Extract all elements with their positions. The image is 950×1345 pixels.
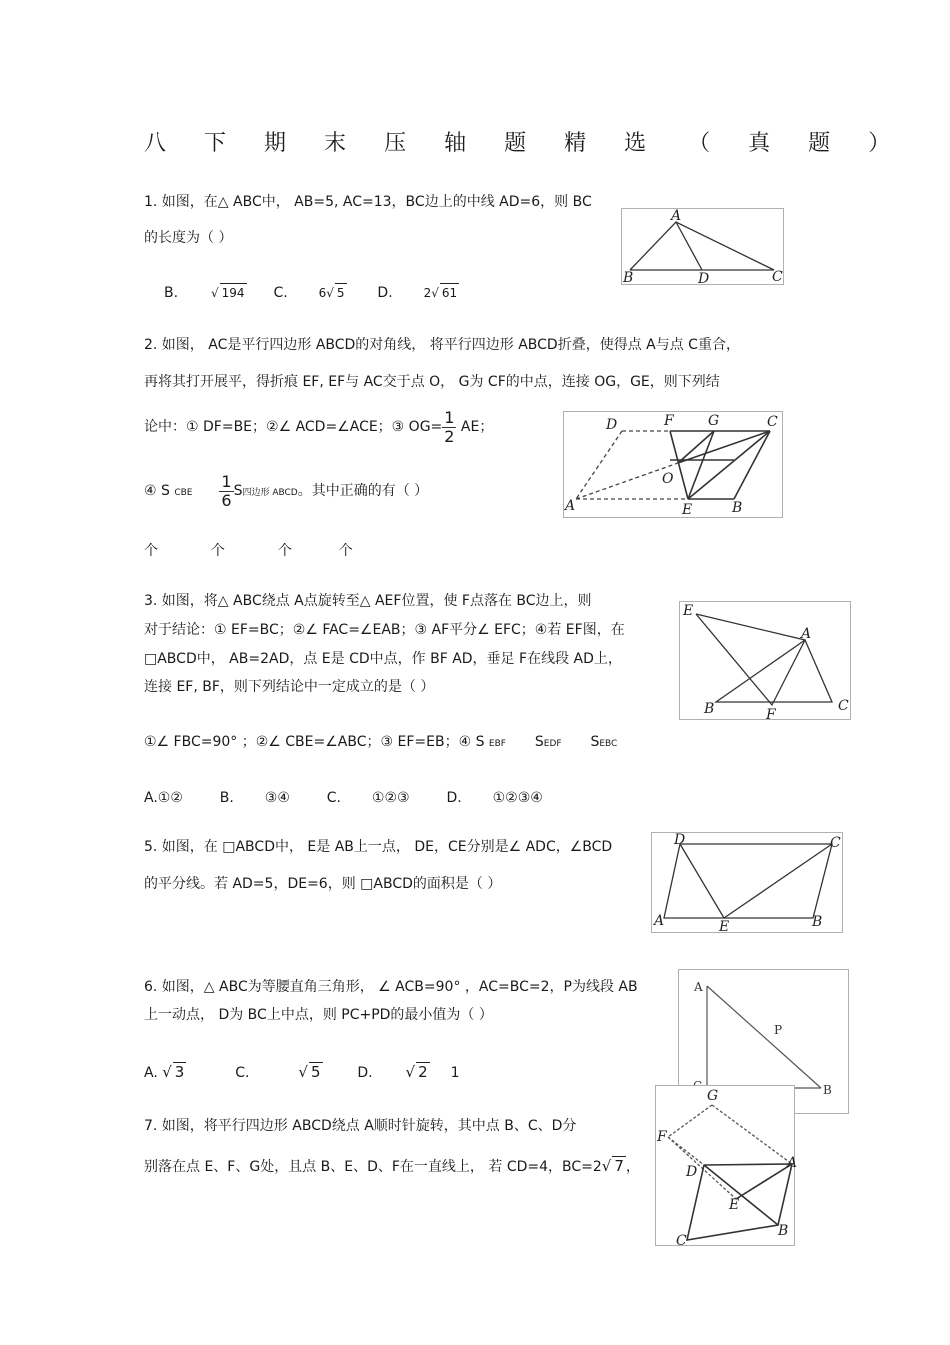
q6-option-c-value: 5 <box>310 1063 321 1081</box>
q1-options: B. √ 194 C. 6√ 5 D. 2√ 61 <box>164 285 458 301</box>
q3-sub-edf: EDF <box>543 739 562 749</box>
q2-fig-label-b: B <box>732 500 743 516</box>
q2-line4-start: ④ S <box>144 483 175 499</box>
q7-line2-end: ， <box>625 1159 640 1175</box>
q2-figure <box>563 411 783 518</box>
q6-fig-label-a: A <box>694 980 703 994</box>
q1-figure <box>621 208 784 285</box>
q2-line2: 再将其打开展平，得折痕 EF, EF与 AC交于点 O， G为 CF的中点，连接 OG，GE，则下列结 <box>144 374 720 390</box>
q1-fig-label-a: A <box>671 208 682 224</box>
q3-line3: □ABCD中， AB=2AD，点 E是 CD中点，作 BF AD，垂足 F在线段 AD上， <box>144 651 622 667</box>
q6-option-d-value: 2 <box>418 1063 428 1081</box>
q6-option-a-value: 3 <box>174 1063 185 1081</box>
title-char: （ <box>688 131 711 156</box>
q5-fig-label-d: D <box>674 832 686 848</box>
title-char: 选 <box>624 131 647 156</box>
q3-sub-ebc: EBC <box>599 739 618 749</box>
q6-option-d-tail: 1 <box>450 1065 460 1081</box>
q2-line4 <box>144 472 428 512</box>
q3-option-d-label: D. <box>446 790 462 806</box>
q2-sub-cbe: CBE <box>174 488 193 498</box>
q5-fig-label-e: E <box>719 919 730 935</box>
q2-line4-end: 。其中正确的有（ ） <box>297 483 429 499</box>
q2-count-4: 个 <box>338 543 353 559</box>
q7-line2: 别落在点 E、F、G处，且点 B、E、D、F在一直线上， 若 CD=4，BC=2√ 7 ， <box>144 1157 640 1175</box>
q7-root-value: 7 <box>614 1157 624 1175</box>
q5-figure <box>651 832 843 933</box>
q3-option-a: A.①② <box>144 790 183 806</box>
q7-fig-label-e: E <box>729 1197 740 1213</box>
title-char: 末 <box>324 131 347 156</box>
title-char: 精 <box>564 131 587 156</box>
q3-options <box>144 789 543 807</box>
q2-line1: 2. 如图， AC是平行四边形 ABCD的对角线， 将平行四边形 ABCD折叠，使得点 A与点 C重合， <box>144 337 740 353</box>
q2-fig-label-e: E <box>682 502 693 518</box>
q6-line1: 6. 如图，△ ABC为等腰直角三角形， ∠ ACB=90° ，AC=BC=2，P为线段 AB <box>144 979 638 995</box>
q6-line2: 上一动点， D为 BC上中点，则 PC+PD的最小值为（ ） <box>144 1007 493 1023</box>
q2-count-3: 个 <box>277 543 292 559</box>
q2-fraction-sixth: $\frac{1}{6}$ <box>221 471 232 510</box>
q1-option-c-label: C. <box>273 285 288 301</box>
q2-fig-label-f: F <box>664 413 674 429</box>
q1-option-b-label: B. <box>164 285 179 301</box>
q2-fig-label-o: O <box>662 471 674 487</box>
q6-options: A. √ 3 C. √ 5 D. √ 2 1 <box>144 1063 460 1081</box>
q3-option-c-label: C. <box>326 790 342 806</box>
q2-fig-label-g: G <box>708 413 720 429</box>
q1-option-c-value: 5 <box>335 283 347 302</box>
q1-option-d-value: 61 <box>440 283 459 302</box>
q2-line3-start: 论中：① DF=BE；②∠ ACD=∠ACE；③ OG= <box>144 419 443 435</box>
q1-fig-label-b: B <box>623 270 634 286</box>
q7-fig-label-f: F <box>657 1129 667 1145</box>
q2-count-2: 个 <box>210 543 225 559</box>
q6-fig-label-p: P <box>774 1023 783 1037</box>
q3-fig-label-c: C <box>838 698 849 714</box>
q1-option-c-coef: 6 <box>318 286 327 300</box>
q2-counts <box>144 542 353 560</box>
q1-option-d-label: D. <box>377 285 393 301</box>
q5-line2: 的平分线。若 AD=5，DE=6，则 □ABCD的面积是（ ） <box>144 876 502 892</box>
q5-fig-label-b: B <box>812 914 823 930</box>
q6-option-a-label: A. <box>144 1065 158 1081</box>
q3-s2: S <box>534 734 544 750</box>
q7-line1: 7. 如图，将平行四边形 ABCD绕点 A顺时针旋转，其中点 B、C、D分 <box>144 1118 577 1134</box>
q2-s-symbol: S <box>233 483 243 499</box>
q2-fig-label-a: A <box>565 498 576 514</box>
page-title <box>144 126 890 157</box>
q1-line2: 的长度为（ ） <box>144 230 233 246</box>
q3-fig-label-e: E <box>683 603 694 619</box>
q1-option-b-value: 194 <box>220 283 247 302</box>
q3-line5-start: ①∠ FBC=90° ；②∠ CBE=∠ABC；③ EF=EB；④ S <box>144 734 489 750</box>
q7-fig-label-g: G <box>707 1088 719 1104</box>
q3-option-c-value: ①②③ <box>371 790 410 806</box>
q2-fig-label-c: C <box>767 414 778 430</box>
q3-line5 <box>144 733 617 753</box>
q7-figure <box>655 1085 798 1249</box>
q3-option-b-label: B. <box>219 790 234 806</box>
title-char: ） <box>868 131 891 156</box>
q3-fig-label-a: A <box>801 626 812 642</box>
q1-line1: 1. 如图，在△ ABC中， AB=5, AC=13，BC边上的中线 AD=6，则 BC <box>144 194 592 210</box>
q2-fig-label-d: D <box>606 417 618 433</box>
q2-line3-end: AE； <box>456 419 494 435</box>
q6-fig-label-b: B <box>823 1083 832 1097</box>
q3-option-b-value: ③④ <box>264 790 290 806</box>
q6-option-c-label: C. <box>235 1065 250 1081</box>
q2-count-1: 个 <box>144 543 158 559</box>
q2-sub-abcd: 四边形 ABCD <box>242 488 298 498</box>
q3-figure <box>679 601 851 723</box>
q1-fig-label-d: D <box>698 271 710 287</box>
title-char: 八 <box>144 131 167 156</box>
q3-fig-label-f: F <box>766 707 776 723</box>
q3-sub-ebf: EBF <box>488 739 506 749</box>
q7-fig-label-c: C <box>676 1233 687 1249</box>
q3-line4: 连接 EF, BF，则下列结论中一定成立的是（ ） <box>144 679 435 695</box>
q1-fig-label-c: C <box>772 269 783 285</box>
q5-fig-label-c: C <box>830 835 841 851</box>
title-char: 真 <box>748 131 771 156</box>
q3-line1: 3. 如图，将△ ABC绕点 A点旋转至△ AEF位置，使 F点落在 BC边上，则 <box>144 593 592 609</box>
q2-line3 <box>144 408 493 446</box>
title-char: 题 <box>808 131 831 156</box>
q7-line2-start: 别落在点 E、F、G处，且点 B、E、D、F在一直线上， 若 CD=4，BC=2 <box>144 1159 602 1175</box>
q7-fig-label-b: B <box>778 1223 789 1239</box>
q7-fig-label-a: A <box>787 1155 798 1171</box>
title-char: 压 <box>384 131 407 156</box>
q2-fraction-half: $\frac{1}{2}$ <box>444 407 455 446</box>
q3-line2: 对于结论：① EF=BC；②∠ FAC=∠EAB；③ AF平分∠ EFC；④若 EF图，在 <box>144 622 625 638</box>
q7-fig-label-d: D <box>686 1164 698 1180</box>
q3-option-d-value: ①②③④ <box>492 790 543 806</box>
q6-option-d-label: D. <box>357 1065 373 1081</box>
title-char: 轴 <box>444 131 467 156</box>
q3-fig-label-b: B <box>704 701 715 717</box>
q3-s3: S <box>590 734 600 750</box>
title-char: 期 <box>264 131 287 156</box>
title-char: 下 <box>204 131 227 156</box>
q1-option-d-coef: 2 <box>423 286 432 300</box>
q5-line1: 5. 如图，在 □ABCD中， E是 AB上一点， DE，CE分别是∠ ADC，∠BCD <box>144 839 613 855</box>
title-char: 题 <box>504 131 527 156</box>
q5-fig-label-a: A <box>654 913 665 929</box>
